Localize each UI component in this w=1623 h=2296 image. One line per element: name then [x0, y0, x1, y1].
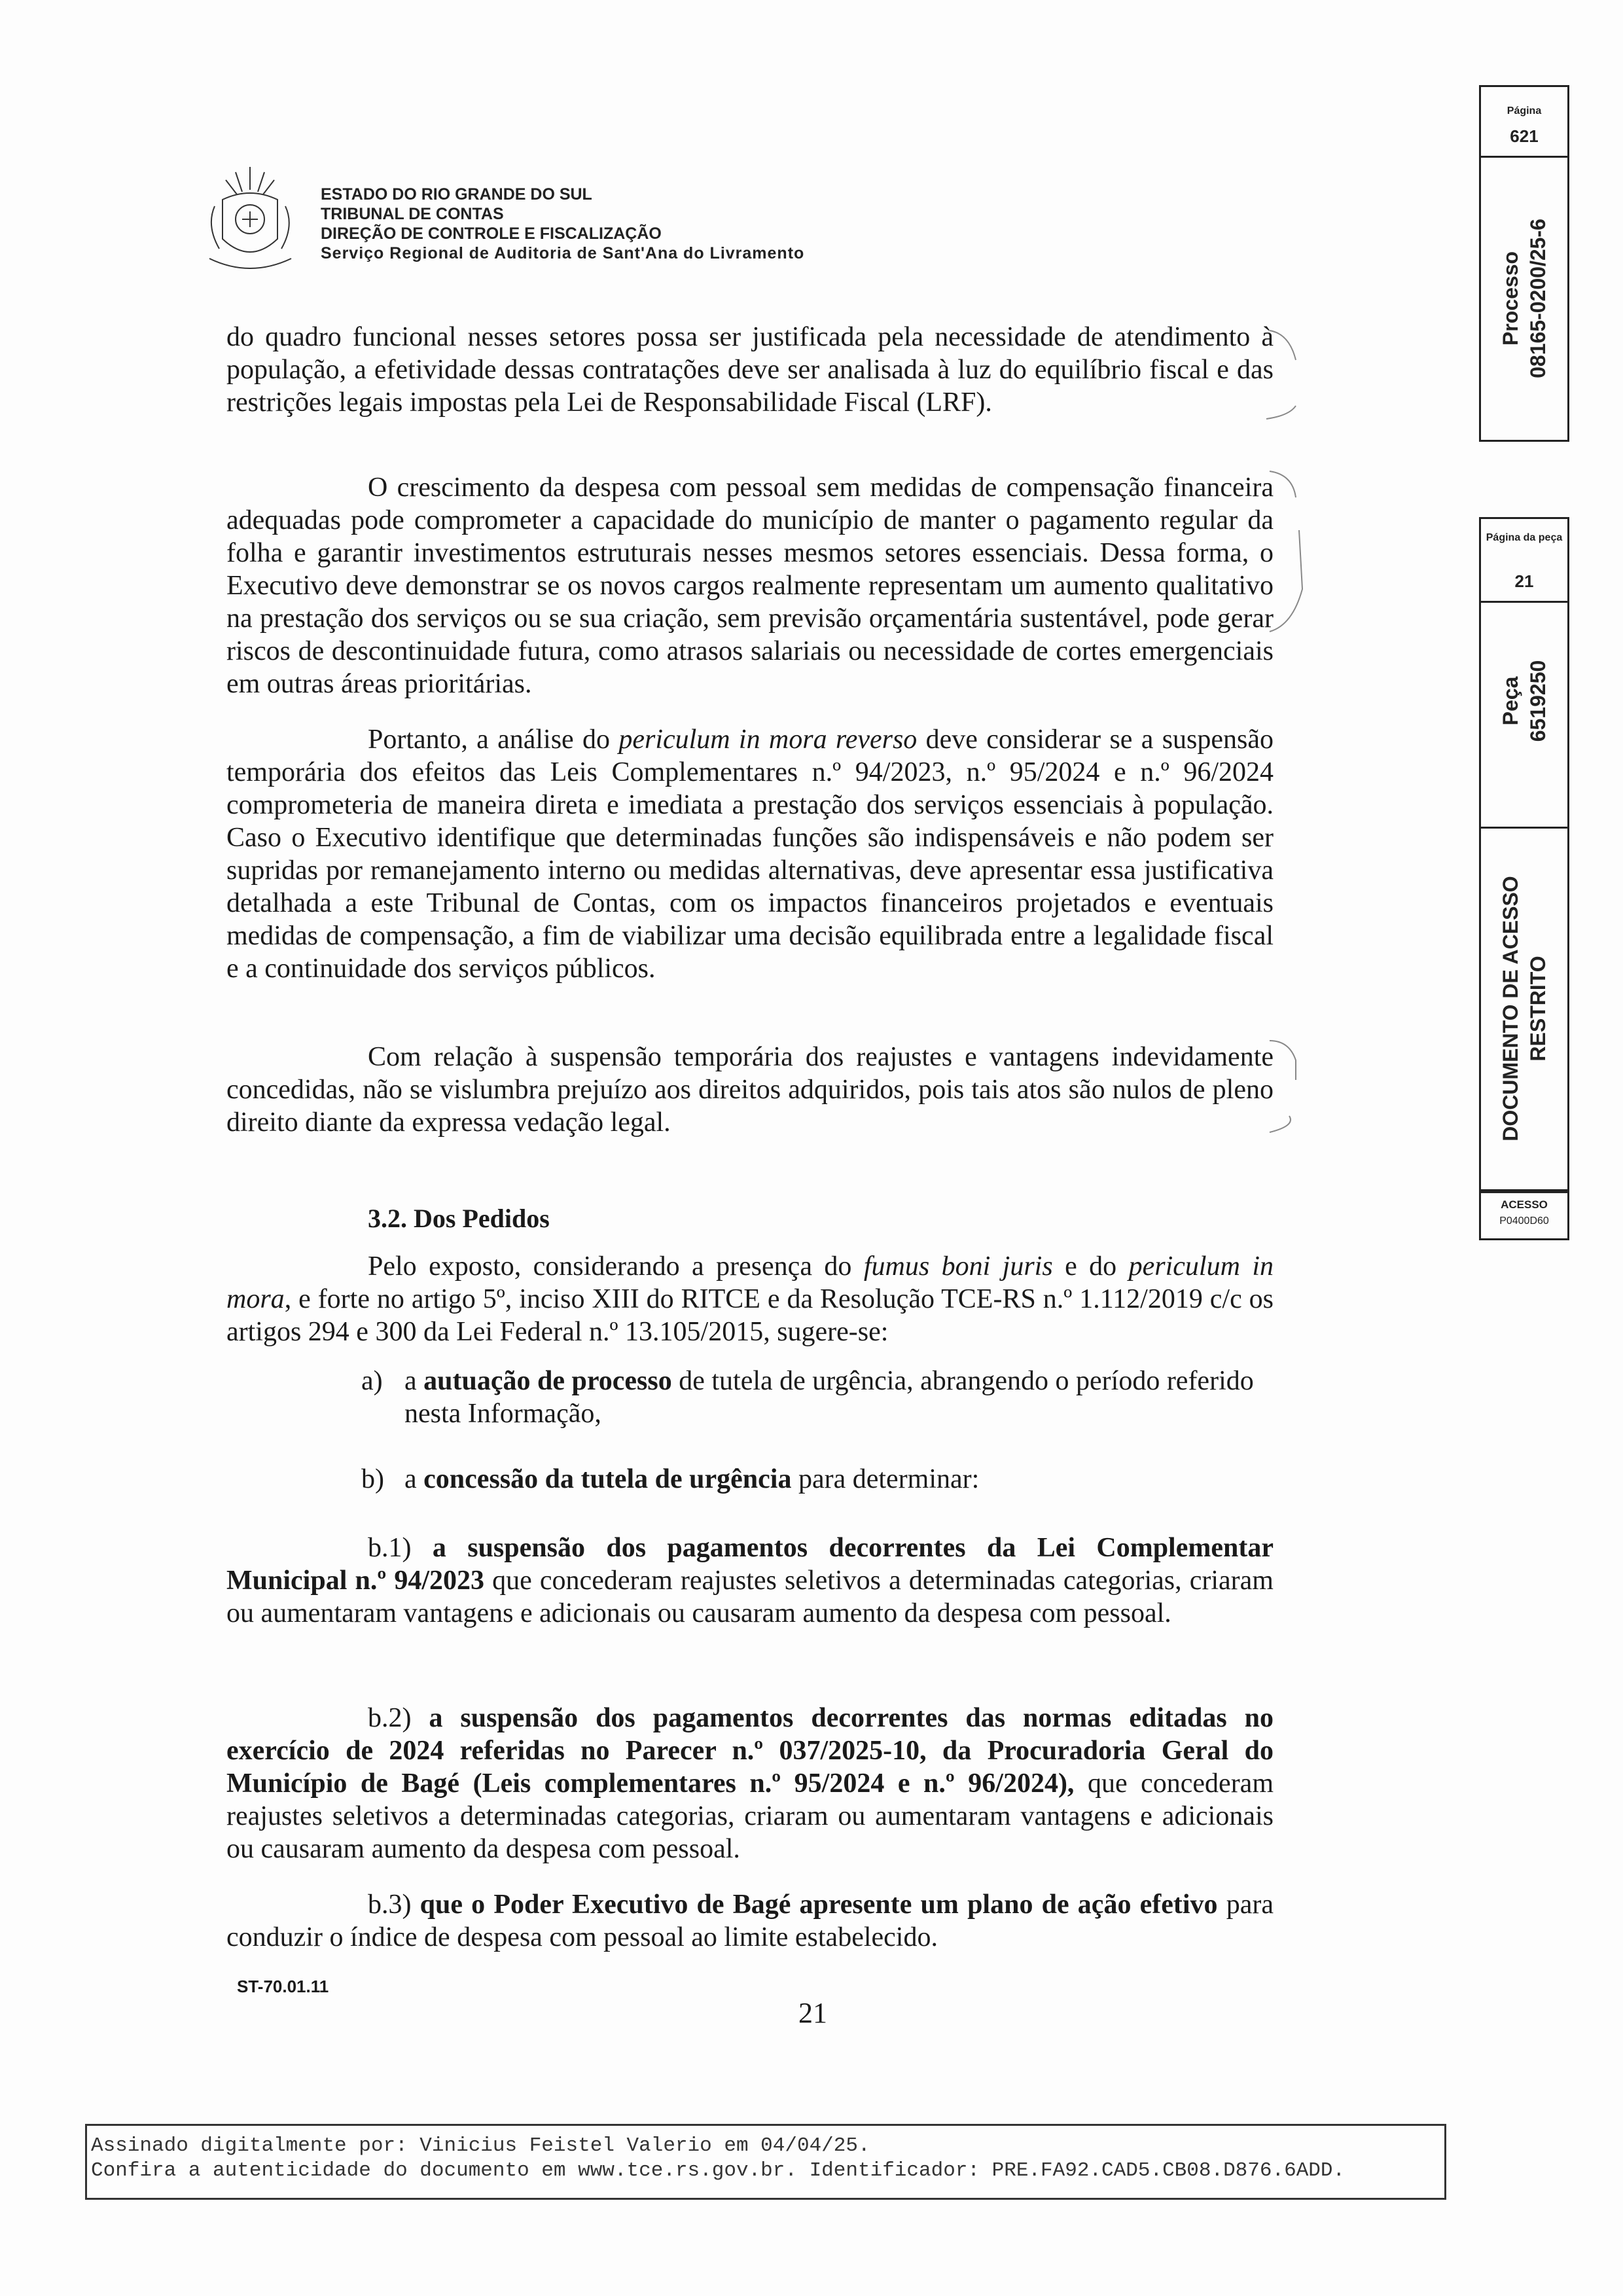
paragraph-4: Com relação à suspensão temporária dos reajustes e vantagens indevidamente concedidas, não se vislumbra prejuízo aos direitos adquiridos, pois tais atos são nulos de pleno direito diante da expressa vedação legal. [226, 1042, 1274, 1138]
list-b-pre: a [404, 1464, 424, 1494]
item-b1-bold: a suspensão dos pagamentos decorrentes da Lei Complementar Municipal n.º 94/2023 [226, 1533, 1274, 1596]
item-b3 [226, 1888, 1274, 1954]
paragraph-2: O crescimento da despesa com pessoal sem medidas de compensação financeira adequadas pode comprometer a capacidade do município de manter o pagamento regular da folha e garantir investimentos estruturais nesses mesmos setores essenciais. Dessa forma, o Executivo deve demonstrar se os novos cargos realmente representam um aumento qualitativo na prestação dos serviços ou se sua criação, sem previsão orçamentária sustentável, pode gerar riscos de descontinuidade futura, como atrasos salariais ou necessidade de cortes emergenciais em outras áreas prioritárias. [226, 473, 1274, 699]
paragraph-5-start: Pelo exposto, considerando a presença do [368, 1251, 864, 1282]
peca-value: 6519250 [1526, 660, 1550, 742]
item-b3-post: para conduzir o índice de despesa com pessoal ao limite estabelecido. [226, 1890, 1274, 1952]
processo-label: Processo [1499, 251, 1522, 346]
item-b1 [226, 1532, 1274, 1630]
periculum-term: periculum in mora [226, 1251, 1274, 1314]
list-a-post: de tutela de urgência, abrangendo o período referido nesta Informação, [404, 1366, 1254, 1429]
section-title: 3.2. Dos Pedidos [368, 1204, 550, 1233]
paragraph-3-rest: deve considerar se a suspensão temporária dos efeitos das Leis Complementares n.º 94/2023, n.º 95/2024 e n.º 96/2024 comprometeria de maneira direta e imediata a prestação dos serviços essenciais à população. Caso o Executivo identifique que determinadas funções são indispensáveis e não podem ser supridas por remanejamento interno ou medidas alternativas, deve apresentar essa justificativa detalhada a este Tribunal de Contas, com os impactos financeiros projetados e eventuais medidas de compensação, a fim de viabilizar uma decisão equilibrada entre a legalidade fiscal e a continuidade dos serviços públicos. [226, 725, 1274, 984]
side-panel-piece [1479, 517, 1569, 1191]
item-b1-post: que concederam reajustes seletivos a determinadas categorias, criaram ou aumentaram vantagens e adicionais ou causaram aumento da despesa com pessoal. [226, 1566, 1274, 1628]
letterhead-service: Serviço Regional de Auditoria de Sant'Ana do Livramento [321, 244, 805, 262]
processo-block [1497, 219, 1552, 378]
letterhead [321, 185, 804, 263]
paragraph-1: do quadro funcional nesses setores possa ser justificada pela necessidade de atendimento à população, a efetividade dessas contratações deve ser analisada à luz do equilíbrio fiscal e das restrições legais impostas pela Lei de Responsabilidade Fiscal (LRF). [226, 322, 1274, 418]
digital-signature-box [85, 2124, 1446, 2200]
list-label-b: b) [361, 1464, 384, 1494]
item-b3-bold: que o Poder Executivo de Bagé apresente um plano de ação efetivo [419, 1890, 1218, 1920]
form-code: ST-70.01.11 [237, 1977, 329, 1996]
fumus-term: fumus boni juris [863, 1251, 1053, 1282]
coat-of-arms-logo [196, 154, 304, 278]
item-b2 [226, 1702, 1274, 1865]
list-item-b [361, 1463, 1274, 1496]
list-label-a: a) [361, 1366, 383, 1396]
processo-value: 08165-0200/25-6 [1526, 219, 1550, 378]
authenticity-line: Confira a autenticidade do documento em www.tce.rs.gov.br. Identificador: PRE.FA92.CAD5.CB08.D876.6ADD. [91, 2159, 1346, 2182]
paragraph-5 [226, 1250, 1274, 1348]
restricted-line2: RESTRITO [1526, 956, 1550, 1062]
letterhead-directorate: DIREÇÃO DE CONTROLE E FISCALIZAÇÃO [321, 224, 662, 243]
item-b3-label: b.3) [368, 1890, 420, 1920]
item-b1-label: b.1) [368, 1533, 433, 1563]
pagina-peca-label: Página da peça [1486, 532, 1563, 543]
item-b2-label: b.2) [368, 1703, 429, 1733]
page-number: 21 [798, 1997, 827, 2029]
pagina-label: Página [1507, 105, 1542, 117]
signature-line: Assinado digitalmente por: Vinicius Feistel Valerio em 04/04/25. [91, 2134, 870, 2157]
pagina-peca-value: 21 [1514, 571, 1534, 591]
paragraph-3 [226, 723, 1274, 985]
paragraph-3-start: Portanto, a análise do [368, 725, 619, 755]
item-b2-post: que concederam reajustes seletivos a determinadas categorias, criaram ou aumentaram vantagens e adicionais ou causaram aumento da despesa com pessoal. [226, 1768, 1274, 1864]
list-a-pre: a [404, 1366, 424, 1396]
restricted-document-label [1497, 876, 1552, 1141]
letterhead-state: ESTADO DO RIO GRANDE DO SUL [321, 185, 592, 204]
list-b-post: para determinar: [791, 1464, 980, 1494]
list-item-a [361, 1365, 1274, 1430]
acesso-label: ACESSO [1501, 1198, 1548, 1211]
periculum-reverso-term: periculum in mora reverso [618, 725, 918, 755]
list-b-bold: concessão da tutela de urgência [423, 1464, 792, 1494]
handwritten-bracket-marks [1230, 288, 1322, 1191]
acesso-value: P0400D60 [1499, 1215, 1549, 1227]
side-panel-access [1479, 1191, 1569, 1240]
restricted-line1: DOCUMENTO DE ACESSO [1499, 876, 1522, 1141]
paragraph-5-rest: , e forte no artigo 5º, inciso XIII do RITCE e da Resolução TCE-RS n.º 1.112/2019 c/c os artigos 294 e 300 da Lei Federal n.º 13.105/2015, sugere-se: [226, 1284, 1274, 1347]
item-b2-bold: a suspensão dos pagamentos decorrentes das normas editadas no exercício de 2024 referidas no Parecer n.º 037/2025-10, da Procuradoria Geral do Município de Bagé (Leis complementares n.º 95/2024 e n.º 96/2024), [226, 1703, 1274, 1799]
pagina-value: 621 [1510, 126, 1539, 146]
paragraph-5-mid: e do [1052, 1251, 1129, 1282]
peca-label: Peça [1499, 676, 1522, 726]
letterhead-tribunal: TRIBUNAL DE CONTAS [321, 205, 504, 223]
list-a-bold: autuação de processo [423, 1366, 672, 1396]
peca-block [1497, 660, 1552, 742]
side-panel-process [1479, 85, 1569, 442]
